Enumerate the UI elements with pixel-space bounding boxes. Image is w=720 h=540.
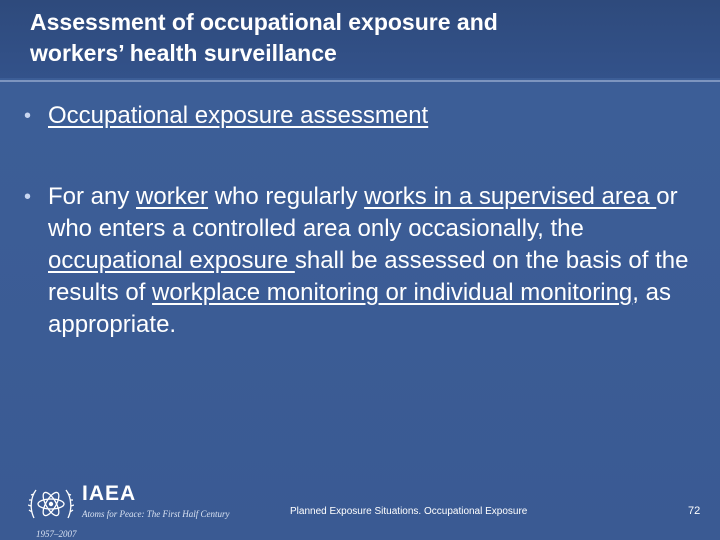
bullet-dot-icon: • [24, 105, 32, 127]
bullet-text-1: Occupational exposure assessment [48, 102, 429, 129]
bullet2-seg7: shall be assessed on the basis of the results of [48, 247, 689, 306]
link-supervised-area[interactable]: works in a supervised area [364, 183, 657, 210]
logo-years: 1957–2007 [36, 529, 77, 539]
slide-title [30, 7, 700, 69]
title-divider [0, 80, 720, 82]
link-worker[interactable]: worker [136, 183, 209, 210]
atom-emblem-icon [28, 482, 74, 526]
logo-text: IAEA [82, 482, 137, 505]
title-line-1: Assessment of occupational exposure and [30, 9, 498, 35]
bullet2-seg1: For any [48, 183, 137, 210]
bullet2-seg9: , as appropriate. [48, 279, 671, 338]
footer-title: Planned Exposure Situations. Occupational Exposure [290, 506, 528, 517]
title-bar [0, 0, 720, 78]
bullet-text-2 [48, 181, 694, 341]
bullet-dot-icon: • [24, 186, 32, 208]
bullet2-seg5: or who enters a controlled area only occasionally, the [48, 183, 678, 242]
link-monitoring[interactable]: workplace monitoring or individual monitoring [152, 279, 633, 306]
logo-tagline: Atoms for Peace: The First Half Century [82, 509, 230, 519]
bullet-item-1 [24, 100, 694, 132]
link-occupational-exposure[interactable]: occupational exposure [48, 247, 295, 274]
bullet2-seg3: who regularly [208, 183, 365, 210]
title-line-2: workers’ health surveillance [30, 40, 337, 66]
bullet-item-2 [24, 181, 694, 341]
page-number: 72 [688, 505, 701, 517]
iaea-logo [28, 480, 228, 540]
